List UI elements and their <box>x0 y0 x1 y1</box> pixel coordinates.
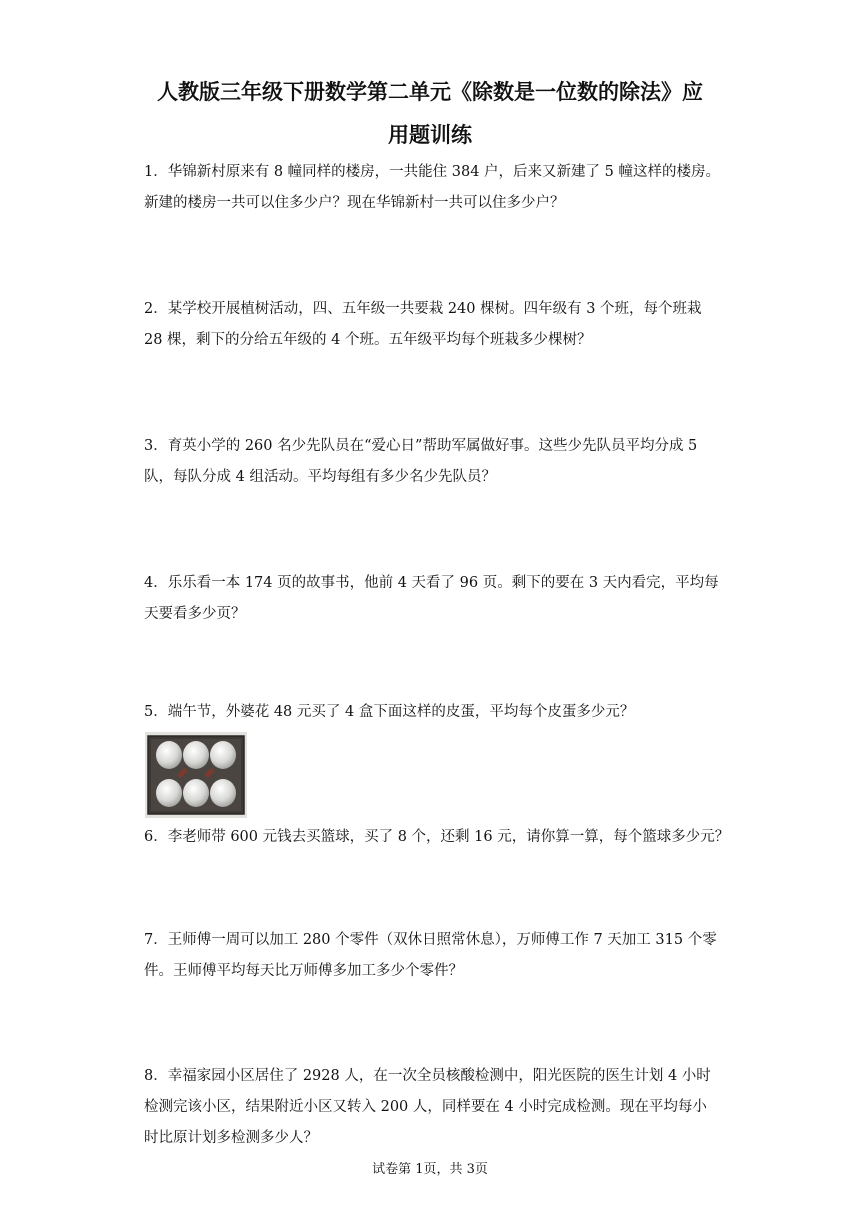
question-7-line-2: 件。王师傅平均每天比万师傅多加工多少个零件？ <box>144 963 463 979</box>
question-8 <box>144 1061 724 1154</box>
question-2-line-1: 2．某学校开展植树活动，四、五年级一共要栽 240 棵树。四年级有 3 个班，每个班栽 <box>144 301 702 317</box>
question-1-line-2: 新建的楼房一共可以住多少户？现在华锦新村一共可以住多少户？ <box>144 195 565 211</box>
question-3-line-1: 3．育英小学的 260 名少先队员在“爱心日”帮助军属做好事。这些少先队员平均分成 5 <box>144 438 698 454</box>
question-3-line-2: 队，每队分成 4 组活动。平均每组有多少名少先队员？ <box>144 469 496 485</box>
question-8-line-3: 时比原计划多检测多少人？ <box>144 1130 318 1146</box>
question-1 <box>144 157 724 219</box>
question-8-line-1: 8．幸福家园小区居住了 2928 人，在一次全员核酸检测中，阳光医院的医生计划 4 小时 <box>144 1068 711 1084</box>
question-4-line-1: 4．乐乐看一本 174 页的故事书，他前 4 天看了 96 页。剩下的要在 3 天内看完，平均每 <box>144 575 719 591</box>
question-3 <box>144 431 724 493</box>
question-5-line-1: 5．端午节，外婆花 48 元买了 4 盒下面这样的皮蛋，平均每个皮蛋多少元？ <box>144 704 635 720</box>
page-title-line-1: 人教版三年级下册数学第二单元《除数是一位数的除法》应 <box>157 80 703 104</box>
question-2-line-2: 28 棵，剩下的分给五年级的 4 个班。五年级平均每个班栽多少棵树？ <box>144 332 592 348</box>
question-7 <box>144 925 724 987</box>
question-1-line-1: 1．华锦新村原来有 8 幢同样的楼房，一共能住 384 户，后来又新建了 5 幢这样的楼房。 <box>144 164 721 180</box>
question-6 <box>144 822 730 853</box>
egg-tray-image <box>145 732 247 818</box>
question-7-line-1: 7．王师傅一周可以加工 280 个零件（双休日照常休息），万师傅工作 7 天加工 315 个零 <box>144 932 717 948</box>
page-title-line-2: 用题训练 <box>388 123 472 147</box>
question-2 <box>144 294 724 356</box>
question-6-line-1: 6．李老师带 600 元钱去买篮球，买了 8 个，还剩 16 元，请你算一算，每个篮球多少元？ <box>144 829 730 845</box>
question-4-line-2: 天要看多少页？ <box>144 606 246 622</box>
question-4 <box>144 568 724 630</box>
egg-tray-icon <box>145 732 247 818</box>
question-8-line-2: 检测完该小区，结果附近小区又转入 200 人，同样要在 4 小时完成检测。现在平均每小 <box>144 1099 707 1115</box>
question-5 <box>144 697 724 728</box>
page-footer: 试卷第 1页，共 3页 <box>372 1162 488 1177</box>
